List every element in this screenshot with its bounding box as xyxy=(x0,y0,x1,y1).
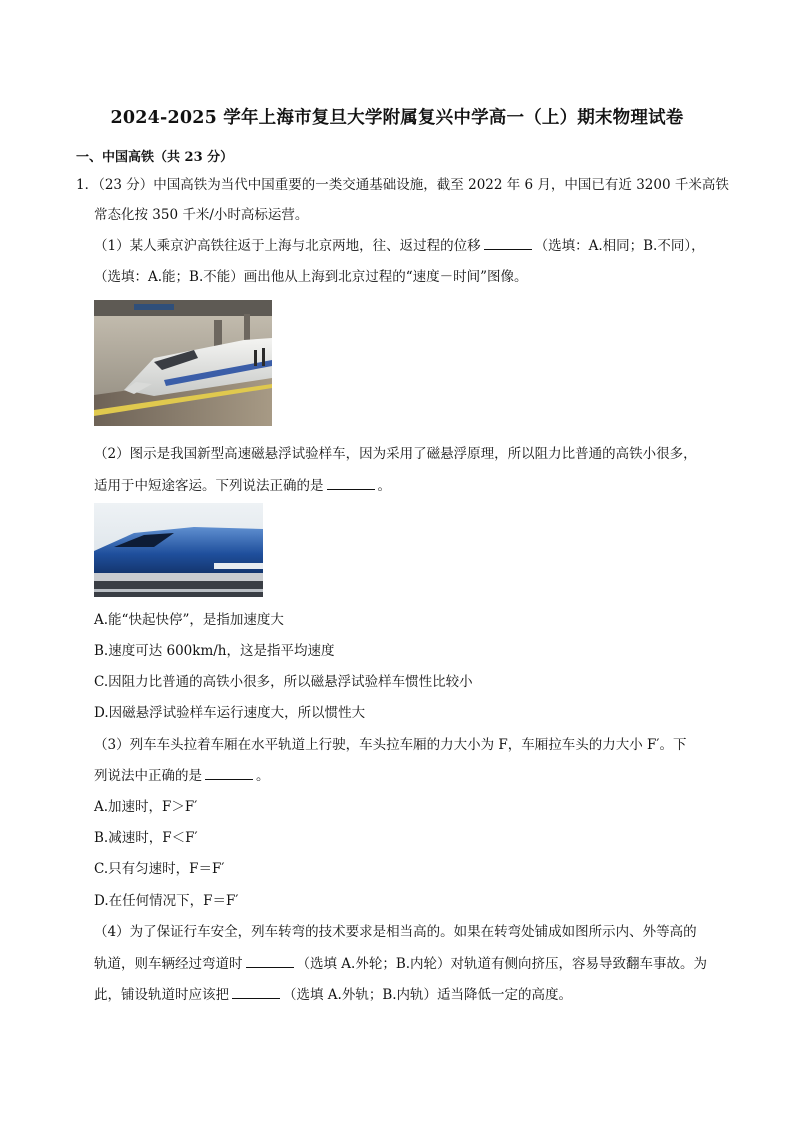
answer-blank-5[interactable] xyxy=(246,955,294,968)
answer-blank-4[interactable] xyxy=(205,767,253,780)
part-4-line-3 xyxy=(94,986,572,1004)
high-speed-train-photo xyxy=(94,300,272,426)
section-heading: 一、中国高铁（共 23 分） xyxy=(76,150,234,165)
part-4-text-b: （选填 A.外轮；B.内轮）对轨道有侧向挤压，容易导致翻车事故。为 xyxy=(296,956,708,972)
part-3-text-b: 。 xyxy=(256,768,270,784)
part-2-option-b: B.速度可达 600km/h，这是指平均速度 xyxy=(94,643,335,659)
part-3-option-a: A.加速时，F＞F′ xyxy=(94,799,198,815)
part-3-text-a: 列说法中正确的是 xyxy=(94,768,202,784)
part-4-text-d: （选填 A.外轨；B.内轨）适当降低一定的高度。 xyxy=(283,987,573,1003)
part-1-line-2: （选填：A.能；B.不能）画出他从上海到北京过程的“速度－时间”图像。 xyxy=(94,269,528,285)
part-1-text-a: （1）某人乘京沪高铁往返于上海与北京两地，往、返过程的位移 xyxy=(94,238,481,254)
part-3-option-d: D.在任何情况下，F＝F′ xyxy=(94,893,239,909)
part-4-line-2 xyxy=(94,955,707,973)
part-1-text-b: （选填：A.相同；B.不同）， xyxy=(534,238,705,254)
part-2-line-1: （2）图示是我国新型高速磁悬浮试验样车，因为采用了磁悬浮原理，所以阻力比普通的高铁小很多， xyxy=(94,446,697,462)
part-4-text-c: 此，铺设轨道时应该把 xyxy=(94,987,229,1003)
answer-blank-3[interactable] xyxy=(327,477,375,490)
part-2-text-b: 。 xyxy=(377,478,391,494)
exam-title: 2024-2025 学年上海市复旦大学附属复兴中学高一（上）期末物理试卷 xyxy=(110,108,684,128)
part-1-line-1 xyxy=(94,237,705,255)
question-1-line-2: 常态化按 350 千米/小时高标运营。 xyxy=(94,207,309,223)
part-3-line-2 xyxy=(94,767,270,785)
part-4-text-a: 轨道，则车辆经过弯道时 xyxy=(94,956,243,972)
answer-blank-6[interactable] xyxy=(232,986,280,999)
part-4-line-1: （4）为了保证行车安全，列车转弯的技术要求是相当高的。如果在转弯处铺成如图所示内、外等高的 xyxy=(94,924,697,940)
part-2-option-a: A.能“快起快停”，是指加速度大 xyxy=(94,612,284,628)
maglev-train-photo xyxy=(94,503,263,597)
part-3-option-c: C.只有匀速时，F＝F′ xyxy=(94,861,225,877)
part-2-option-d: D.因磁悬浮试验样车运行速度大，所以惯性大 xyxy=(94,705,366,721)
part-2-text-a: 适用于中短途客运。下列说法正确的是 xyxy=(94,478,324,494)
part-3-line-1: （3）列车车头拉着车厢在水平轨道上行驶，车头拉车厢的力大小为 F，车厢拉车头的力大小 F′。下 xyxy=(94,737,687,753)
question-1-line-1: 1．（23 分）中国高铁为当代中国重要的一类交通基础设施，截至 2022 年 6 月，中国已有近 3200 千米高铁 xyxy=(76,177,729,193)
part-2-line-2 xyxy=(94,477,391,495)
part-2-option-c: C.因阻力比普通的高铁小很多，所以磁悬浮试验样车惯性比较小 xyxy=(94,674,473,690)
answer-blank-1[interactable] xyxy=(484,237,532,250)
part-3-option-b: B.减速时，F＜F′ xyxy=(94,830,198,846)
